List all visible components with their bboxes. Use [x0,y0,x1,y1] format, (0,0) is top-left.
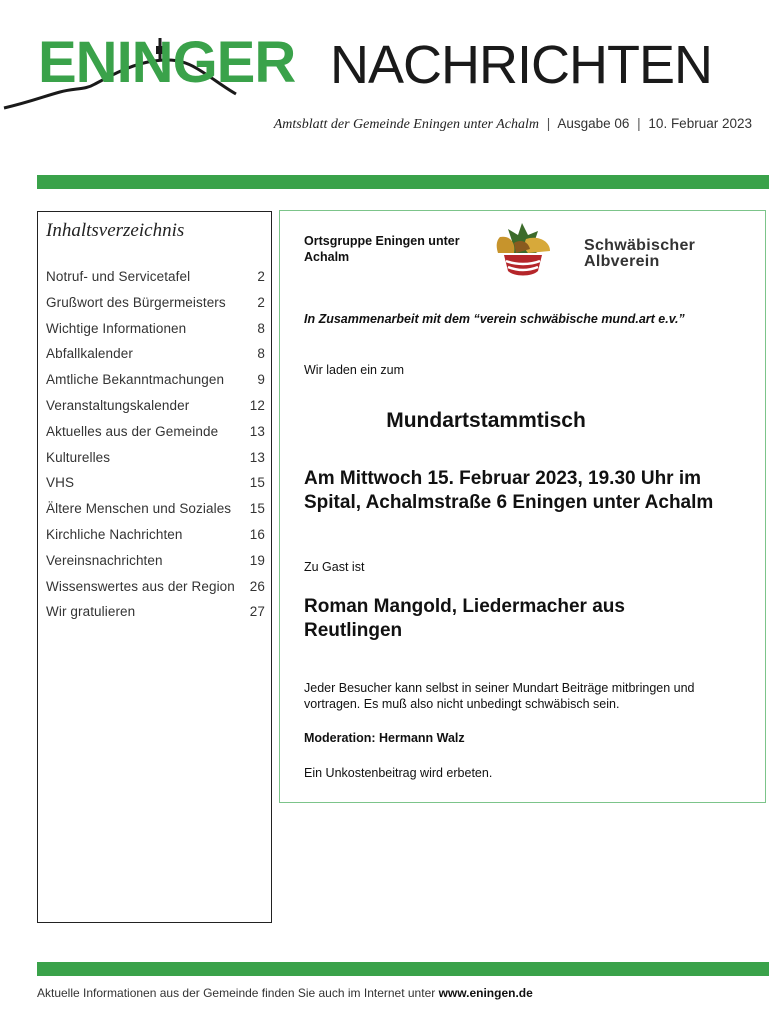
albverein-leaf-logo-icon [492,219,554,283]
toc-list [46,269,265,630]
footer-text: Aktuelle Informationen aus der Gemeinde finden Sie auch im Internet unter [37,986,436,1000]
toc-item-label: Kulturelles [46,449,111,465]
toc-item-page: 15 [249,501,265,517]
toc-item[interactable] [46,346,265,372]
toc-item-page: 16 [249,526,265,542]
website-link[interactable]: www.eningen.de [438,986,533,1000]
toc-item[interactable] [46,321,265,347]
event-article [279,210,766,803]
toc-item-page: 2 [257,269,265,284]
toc-item[interactable] [46,579,265,605]
toc-item-page: 12 [249,397,265,413]
separator: | [546,116,551,131]
org-name: Ortsgruppe Eningen unter Achalm [304,234,460,264]
toc-item-page: 8 [257,320,265,336]
toc-item-label: Ältere Menschen und Soziales [46,501,232,517]
albverein-wordmark [584,238,695,270]
gazette-name: Amtsblatt der Gemeinde Eningen unter Achalm [273,117,540,132]
toc-item-label: Amtliche Bekanntmachungen [46,372,225,388]
toc-item-page: 19 [249,552,265,568]
bottom-divider-bar [37,962,769,976]
toc-item[interactable] [46,527,265,553]
toc-item[interactable] [46,553,265,579]
toc-item-page: 26 [249,578,265,594]
toc-item-label: Kirchliche Nachrichten [46,526,183,542]
guest-lead: Zu Gast ist [304,560,365,574]
toc-item-page: 13 [249,423,265,439]
toc-item-label: Abfallkalender [46,346,133,362]
footer [37,986,533,1000]
toc-item-page: 13 [249,449,265,465]
table-of-contents [37,211,272,923]
toc-item-page: 15 [249,475,265,491]
fee-note: Ein Unkostenbeitrag wird erbeten. [304,766,493,780]
event-title: Mundartstammtisch [386,409,586,432]
toc-item-page: 9 [257,372,265,388]
toc-item-page: 2 [257,294,265,310]
toc-item[interactable] [46,269,265,295]
toc-item-label: Wichtige Informationen [46,320,187,336]
toc-item-label: Notruf- und Servicetafel [46,269,191,284]
event-description: Jeder Besucher kann selbst in seiner Mundart Beiträge mitbringen und vortragen. Es muß also nicht unbedingt schwäbisch sein. [304,681,695,711]
toc-item[interactable] [46,604,265,630]
moderation-credit: Moderation: Hermann Walz [304,731,465,745]
toc-item-label: Wissenswertes aus der Region [46,578,235,594]
toc-item[interactable] [46,424,265,450]
issue-date: 10. Februar 2023 [648,116,752,131]
guest-name: Roman Mangold, Liedermacher aus Reutlingen [304,596,625,641]
top-divider-bar [37,175,769,189]
toc-item-label: Vereinsnachrichten [46,552,163,568]
toc-title: Inhaltsverzeichnis [46,220,185,241]
toc-item[interactable] [46,450,265,476]
toc-item-label: Veranstaltungskalender [46,397,190,413]
separator: | [637,116,641,131]
toc-item[interactable] [46,501,265,527]
masthead [0,0,770,120]
brand-eninger: ENINGER [38,30,296,95]
toc-item[interactable] [46,372,265,398]
toc-item-label: Wir gratulieren [46,604,136,620]
issue-number: Ausgabe 06 [557,116,630,131]
invitation-lead: Wir laden ein zum [304,363,405,377]
logo-line-2: Albverein [584,253,660,270]
publication-subtitle [274,116,752,133]
event-date-location: Am Mittwoch 15. Februar 2023, 19.30 Uhr im Spital, Achalmstraße 6 Eningen unter Achalm [304,468,714,513]
toc-item[interactable] [46,295,265,321]
toc-item-page: 8 [257,346,265,362]
toc-item[interactable] [46,398,265,424]
logo-line-1: Schwäbischer [584,237,696,254]
toc-item-page: 27 [249,604,265,620]
collaboration-note: In Zusammenarbeit mit dem “verein schwäbische mund.art e.v.” [304,312,685,326]
toc-item-label: VHS [46,475,75,491]
brand-nachrichten: NACHRICHTEN [330,35,713,95]
toc-item-label: Grußwort des Bürgermeisters [46,294,226,310]
toc-item-label: Aktuelles aus der Gemeinde [46,423,219,439]
toc-item[interactable] [46,475,265,501]
